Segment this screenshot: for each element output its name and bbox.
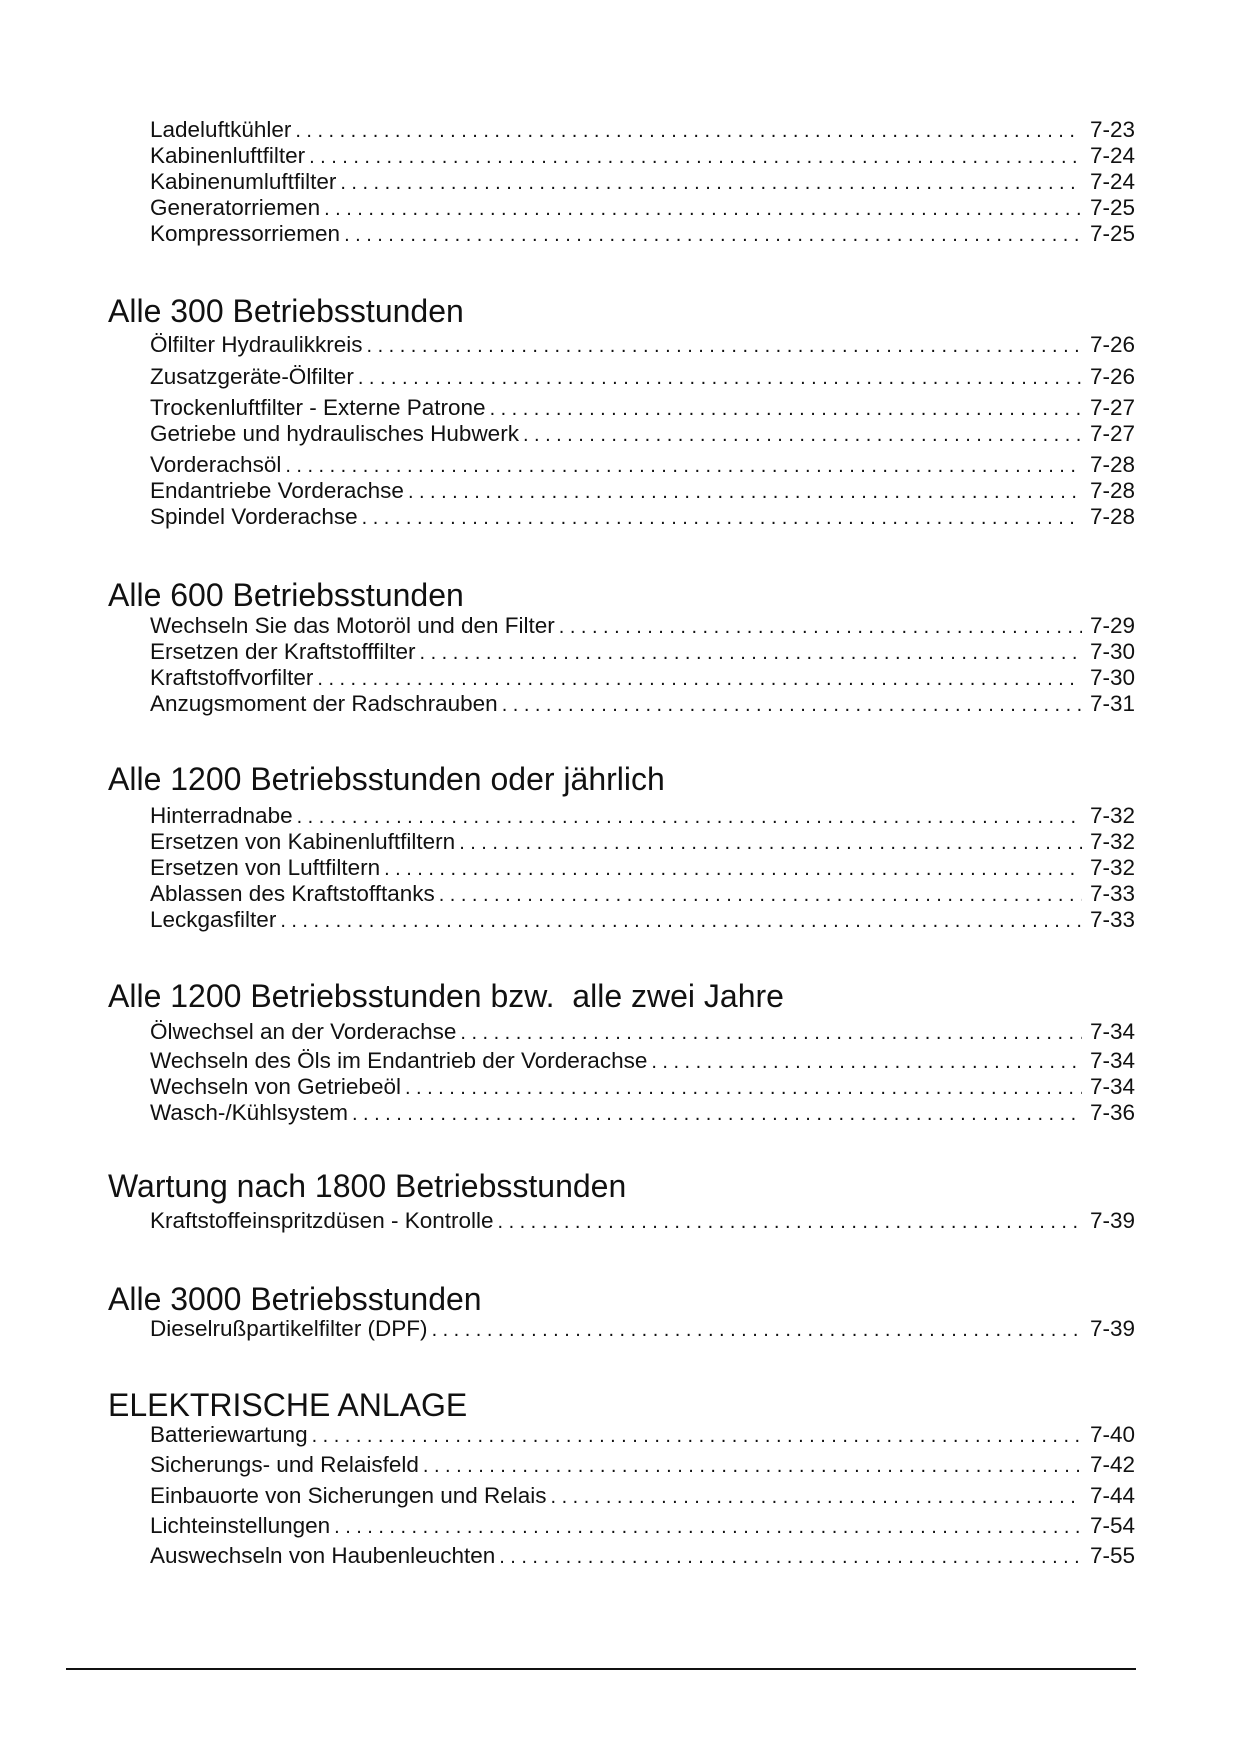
dot-leader bbox=[324, 196, 1082, 222]
toc-entry-page: 7-33 bbox=[1089, 907, 1135, 932]
toc-entry-page: 7-34 bbox=[1089, 1019, 1135, 1044]
toc-entry[interactable] bbox=[150, 395, 1135, 422]
dot-leader bbox=[459, 830, 1082, 856]
toc-entry-page: 7-24 bbox=[1089, 169, 1135, 194]
toc-entry-page: 7-26 bbox=[1089, 364, 1135, 389]
dot-leader bbox=[312, 1423, 1082, 1449]
dot-leader bbox=[499, 1544, 1082, 1570]
section-heading: ELEKTRISCHE ANLAGE bbox=[108, 1387, 468, 1423]
section-heading: Alle 1200 Betriebsstunden oder jährlich bbox=[108, 761, 665, 797]
toc-entry-label: Leckgasfilter bbox=[150, 907, 277, 932]
dot-leader bbox=[408, 479, 1082, 505]
toc-entry-label: Ölwechsel an der Vorderachse bbox=[150, 1019, 457, 1044]
dot-leader bbox=[280, 908, 1082, 934]
dot-leader bbox=[423, 1453, 1082, 1479]
toc-entry-page: 7-55 bbox=[1089, 1543, 1135, 1568]
toc-entry-label: Kompressorriemen bbox=[150, 221, 341, 246]
toc-entry[interactable] bbox=[150, 195, 1135, 222]
toc-entry[interactable] bbox=[150, 1074, 1135, 1101]
toc-entry-page: 7-34 bbox=[1089, 1048, 1135, 1073]
toc-entry[interactable] bbox=[150, 1483, 1135, 1510]
toc-entry[interactable] bbox=[150, 1543, 1135, 1570]
dot-leader bbox=[362, 505, 1082, 531]
toc-entry[interactable] bbox=[150, 907, 1135, 934]
toc-entry-label: Ersetzen von Luftfiltern bbox=[150, 855, 381, 880]
toc-entry-label: Kraftstoffvorfilter bbox=[150, 665, 314, 690]
toc-entry[interactable] bbox=[150, 1316, 1135, 1343]
toc-entry-page: 7-29 bbox=[1089, 613, 1135, 638]
toc-entry-page: 7-26 bbox=[1089, 332, 1135, 357]
dot-leader bbox=[367, 333, 1082, 359]
toc-entry[interactable] bbox=[150, 117, 1135, 144]
toc-entry-page: 7-33 bbox=[1089, 881, 1135, 906]
dot-leader bbox=[384, 856, 1082, 882]
toc-entry-label: Hinterradnabe bbox=[150, 803, 293, 828]
toc-entry-page: 7-24 bbox=[1089, 143, 1135, 168]
dot-leader bbox=[295, 118, 1082, 144]
dot-leader bbox=[651, 1049, 1082, 1075]
dot-leader bbox=[498, 1209, 1082, 1235]
toc-entry-label: Einbauorte von Sicherungen und Relais bbox=[150, 1483, 547, 1508]
toc-entry-page: 7-30 bbox=[1089, 639, 1135, 664]
toc-entry[interactable] bbox=[150, 1452, 1135, 1479]
dot-leader bbox=[551, 1484, 1082, 1510]
toc-entry-label: Wechseln von Getriebeöl bbox=[150, 1074, 401, 1099]
toc-entry-label: Anzugsmoment der Radschrauben bbox=[150, 691, 498, 716]
dot-leader bbox=[405, 1075, 1082, 1101]
toc-entry[interactable] bbox=[150, 665, 1135, 692]
section-heading: Alle 3000 Betriebsstunden bbox=[108, 1281, 482, 1317]
dot-leader bbox=[559, 614, 1082, 640]
toc-entry-label: Spindel Vorderachse bbox=[150, 504, 358, 529]
toc-entry[interactable] bbox=[150, 1019, 1135, 1046]
toc-entry-label: Endantriebe Vorderachse bbox=[150, 478, 404, 503]
section-heading: Alle 600 Betriebsstunden bbox=[108, 577, 464, 613]
footer-rule bbox=[66, 1668, 1136, 1670]
dot-leader bbox=[432, 1317, 1082, 1343]
dot-leader bbox=[523, 422, 1082, 448]
toc-entry[interactable] bbox=[150, 452, 1135, 479]
dot-leader bbox=[358, 365, 1082, 391]
toc-entry-label: Lichteinstellungen bbox=[150, 1513, 331, 1538]
dot-leader bbox=[344, 222, 1082, 248]
toc-entry-label: Getriebe und hydraulisches Hubwerk bbox=[150, 421, 519, 446]
toc-entry[interactable] bbox=[150, 478, 1135, 505]
toc-entry[interactable] bbox=[150, 855, 1135, 882]
toc-entry-page: 7-31 bbox=[1089, 691, 1135, 716]
toc-entry[interactable] bbox=[150, 1208, 1135, 1235]
toc-entry-label: Ölfilter Hydraulikkreis bbox=[150, 332, 363, 357]
dot-leader bbox=[439, 882, 1082, 908]
toc-entry-label: Kraftstoffeinspritzdüsen - Kontrolle bbox=[150, 1208, 494, 1233]
dot-leader bbox=[297, 804, 1082, 830]
toc-entry-page: 7-28 bbox=[1089, 504, 1135, 529]
toc-entry-label: Auswechseln von Haubenleuchten bbox=[150, 1543, 496, 1568]
toc-entry[interactable] bbox=[150, 691, 1135, 718]
section-heading: Alle 1200 Betriebsstunden bzw. alle zwei Jahre bbox=[108, 978, 784, 1014]
dot-leader bbox=[317, 666, 1082, 692]
toc-entry[interactable] bbox=[150, 1048, 1135, 1075]
toc-entry-label: Zusatzgeräte-Ölfilter bbox=[150, 364, 354, 389]
toc-entry-label: Sicherungs- und Relaisfeld bbox=[150, 1452, 419, 1477]
toc-entry-label: Vorderachsöl bbox=[150, 452, 282, 477]
toc-entry-label: Wasch-/Kühlsystem bbox=[150, 1100, 348, 1125]
toc-entry-page: 7-39 bbox=[1089, 1208, 1135, 1233]
toc-entry-label: Wechseln des Öls im Endantrieb der Vorderachse bbox=[150, 1048, 648, 1073]
toc-entry-page: 7-32 bbox=[1089, 829, 1135, 854]
toc-entry-label: Wechseln Sie das Motoröl und den Filter bbox=[150, 613, 555, 638]
toc-entry[interactable] bbox=[150, 169, 1135, 196]
toc-entry-label: Ersetzen der Kraftstofffilter bbox=[150, 639, 416, 664]
toc-entry[interactable] bbox=[150, 613, 1135, 640]
toc-entry[interactable] bbox=[150, 639, 1135, 666]
toc-entry-page: 7-30 bbox=[1089, 665, 1135, 690]
toc-entry-page: 7-28 bbox=[1089, 452, 1135, 477]
toc-entry[interactable] bbox=[150, 829, 1135, 856]
toc-entry-page: 7-54 bbox=[1089, 1513, 1135, 1538]
toc-entry[interactable] bbox=[150, 504, 1135, 531]
toc-entry-label: Generatorriemen bbox=[150, 195, 321, 220]
dot-leader bbox=[340, 170, 1082, 196]
dot-leader bbox=[309, 144, 1082, 170]
toc-entry-page: 7-25 bbox=[1089, 195, 1135, 220]
toc-entry[interactable] bbox=[150, 1422, 1135, 1449]
toc-entry-page: 7-36 bbox=[1089, 1100, 1135, 1125]
dot-leader bbox=[420, 640, 1082, 666]
toc-entry-page: 7-23 bbox=[1089, 117, 1135, 142]
toc-entry[interactable] bbox=[150, 364, 1135, 391]
dot-leader bbox=[490, 396, 1082, 422]
toc-entry-page: 7-27 bbox=[1089, 395, 1135, 420]
toc-entry-page: 7-25 bbox=[1089, 221, 1135, 246]
section-heading: Alle 300 Betriebsstunden bbox=[108, 293, 464, 329]
toc-entry-label: Kabinenluftfilter bbox=[150, 143, 306, 168]
section-heading: Wartung nach 1800 Betriebsstunden bbox=[108, 1168, 627, 1204]
toc-entry-page: 7-40 bbox=[1089, 1422, 1135, 1447]
toc-entry-page: 7-32 bbox=[1089, 803, 1135, 828]
toc-entry-label: Batteriewartung bbox=[150, 1422, 308, 1447]
toc-entry[interactable] bbox=[150, 803, 1135, 830]
toc-entry[interactable] bbox=[150, 143, 1135, 170]
toc-entry-page: 7-39 bbox=[1089, 1316, 1135, 1341]
toc-entry[interactable] bbox=[150, 881, 1135, 908]
dot-leader bbox=[352, 1101, 1082, 1127]
dot-leader bbox=[460, 1020, 1082, 1046]
toc-entry-label: Kabinenumluftfilter bbox=[150, 169, 337, 194]
dot-leader bbox=[502, 692, 1082, 718]
toc-entry-label: Dieselrußpartikelfilter (DPF) bbox=[150, 1316, 428, 1341]
toc-entry[interactable] bbox=[150, 421, 1135, 448]
toc-entry[interactable] bbox=[150, 221, 1135, 248]
toc-entry-page: 7-32 bbox=[1089, 855, 1135, 880]
toc-entry[interactable] bbox=[150, 1513, 1135, 1540]
toc-entry-label: Ladeluftkühler bbox=[150, 117, 292, 142]
toc-entry-page: 7-44 bbox=[1089, 1483, 1135, 1508]
toc-entry-label: Ersetzen von Kabinenluftfiltern bbox=[150, 829, 456, 854]
toc-entry-page: 7-34 bbox=[1089, 1074, 1135, 1099]
toc-entry-page: 7-27 bbox=[1089, 421, 1135, 446]
toc-entry[interactable] bbox=[150, 1100, 1135, 1127]
toc-entry-page: 7-42 bbox=[1089, 1452, 1135, 1477]
toc-entry-label: Ablassen des Kraftstofftanks bbox=[150, 881, 435, 906]
toc-entry[interactable] bbox=[150, 332, 1135, 359]
toc-entry-label: Trockenluftfilter - Externe Patrone bbox=[150, 395, 486, 420]
dot-leader bbox=[285, 453, 1082, 479]
toc-entry-page: 7-28 bbox=[1089, 478, 1135, 503]
dot-leader bbox=[334, 1514, 1082, 1540]
